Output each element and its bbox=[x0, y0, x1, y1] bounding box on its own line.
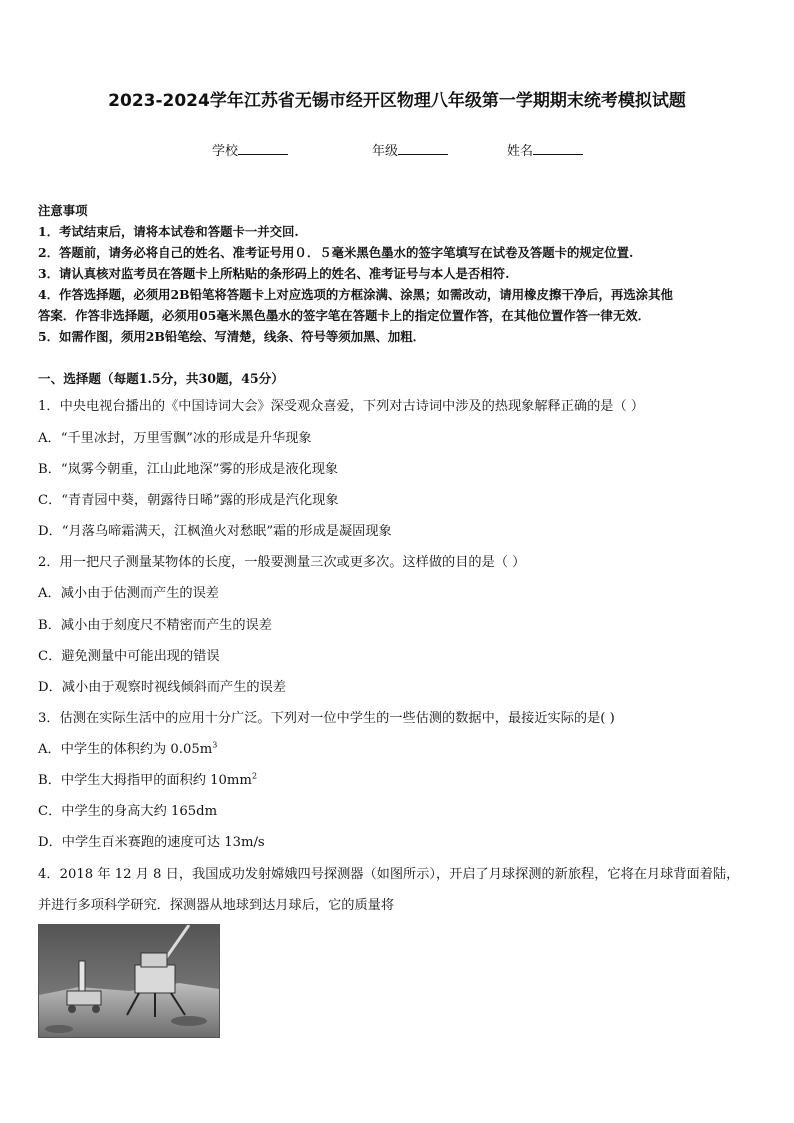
question-1-option-c: C．“青青园中葵，朝露待日晞”露的形成是汽化现象 bbox=[38, 493, 339, 508]
notice-item: 答案．作答非选择题，必须用05毫米黑色墨水的签字笔在答题卡上的指定位置作答，在其他位置作答一律无效． bbox=[38, 308, 650, 323]
question-1-stem: 1．中央电视台播出的《中国诗词大会》深受观众喜爱，下列对古诗词中涉及的热现象解释正确的是（ ） bbox=[38, 399, 645, 414]
question-3-stem: 3．估测在实际生活中的应用十分广泛。下列对一位中学生的一些估测的数据中，最接近实际的是( ) bbox=[38, 711, 615, 726]
lunar-probe-illustration bbox=[39, 925, 219, 1037]
notice-item: 1．考试结束后，请将本试卷和答题卡一并交回. bbox=[38, 224, 299, 239]
lunar-probe-image bbox=[38, 924, 220, 1038]
question-2-option-b: B．减小由于刻度尺不精密而产生的误差 bbox=[38, 618, 272, 633]
question-3-option-c: C．中学生的身高大约 165dm bbox=[38, 804, 218, 819]
school-field bbox=[212, 140, 288, 159]
notice-heading: 注意事项 bbox=[38, 203, 88, 218]
question-3-option-a: A．中学生的体积约为 $0.05m^3$ bbox=[38, 740, 218, 757]
question-1-option-a: A．“千里冰封，万里雪飘”冰的形成是升华现象 bbox=[38, 431, 312, 446]
question-4-stem-line1: 4．2018 年 12 月 8 日，我国成功发射嫦娥四号探测器（如图所示），开启了月球探测的新旅程，它将在月球背面着陆， bbox=[38, 867, 740, 882]
grade-label: 年级 bbox=[372, 144, 399, 159]
question-3-option-b: B．中学生大拇指甲的面积约 $10mm^2$ bbox=[38, 771, 258, 788]
question-1-option-b: B．“岚雾今朝重，江山此地深”雾的形成是液化现象 bbox=[38, 462, 339, 477]
name-blank bbox=[533, 142, 583, 155]
name-label: 姓名 bbox=[507, 144, 534, 159]
question-1-option-d: D．“月落乌啼霜满天，江枫渔火对愁眠”霜的形成是凝固现象 bbox=[38, 524, 392, 539]
question-4-stem-line2: 并进行多项科学研究．探测器从地球到达月球后，它的质量将 bbox=[38, 898, 395, 913]
grade-field bbox=[372, 140, 448, 159]
question-2-stem: 2．用一把尺子测量某物体的长度，一般要测量三次或更多次。这样做的目的是（ ） bbox=[38, 555, 526, 570]
name-field bbox=[507, 140, 583, 159]
grade-blank bbox=[398, 142, 448, 155]
section-heading: 一、选择题（每题1.5分，共30题，45分） bbox=[38, 371, 284, 386]
school-blank bbox=[238, 142, 288, 155]
question-2-option-a: A．减小由于估测而产生的误差 bbox=[38, 586, 219, 601]
notice-item: 4．作答选择题，必须用2B铅笔将答题卡上对应选项的方框涂满、涂黑；如需改动，请用橡皮擦干净后，再选涂其他 bbox=[38, 287, 673, 302]
school-label: 学校 bbox=[212, 144, 239, 159]
question-2-option-d: D．减小由于观察时视线倾斜而产生的误差 bbox=[38, 680, 286, 695]
question-2-option-c: C．避免测量中可能出现的错误 bbox=[38, 649, 220, 664]
notice-item: 3．请认真核对监考员在答题卡上所粘贴的条形码上的姓名、准考证号与本人是否相符. bbox=[38, 266, 510, 281]
notice-item: 5．如需作图，须用2B铅笔绘、写清楚，线条、符号等须加黑、加粗． bbox=[38, 329, 426, 344]
notice-block bbox=[38, 200, 758, 347]
page-title: 2023-2024学年江苏省无锡市经开区物理八年级第一学期期末统考模拟试题 bbox=[108, 91, 686, 111]
question-3-option-d: D．中学生百米赛跑的速度可达 13m/s bbox=[38, 835, 265, 850]
notice-item: 2．答题前，请务必将自己的姓名、准考证号用０．５毫米黑色墨水的签字笔填写在试卷及答题卡的规定位置. bbox=[38, 245, 634, 260]
